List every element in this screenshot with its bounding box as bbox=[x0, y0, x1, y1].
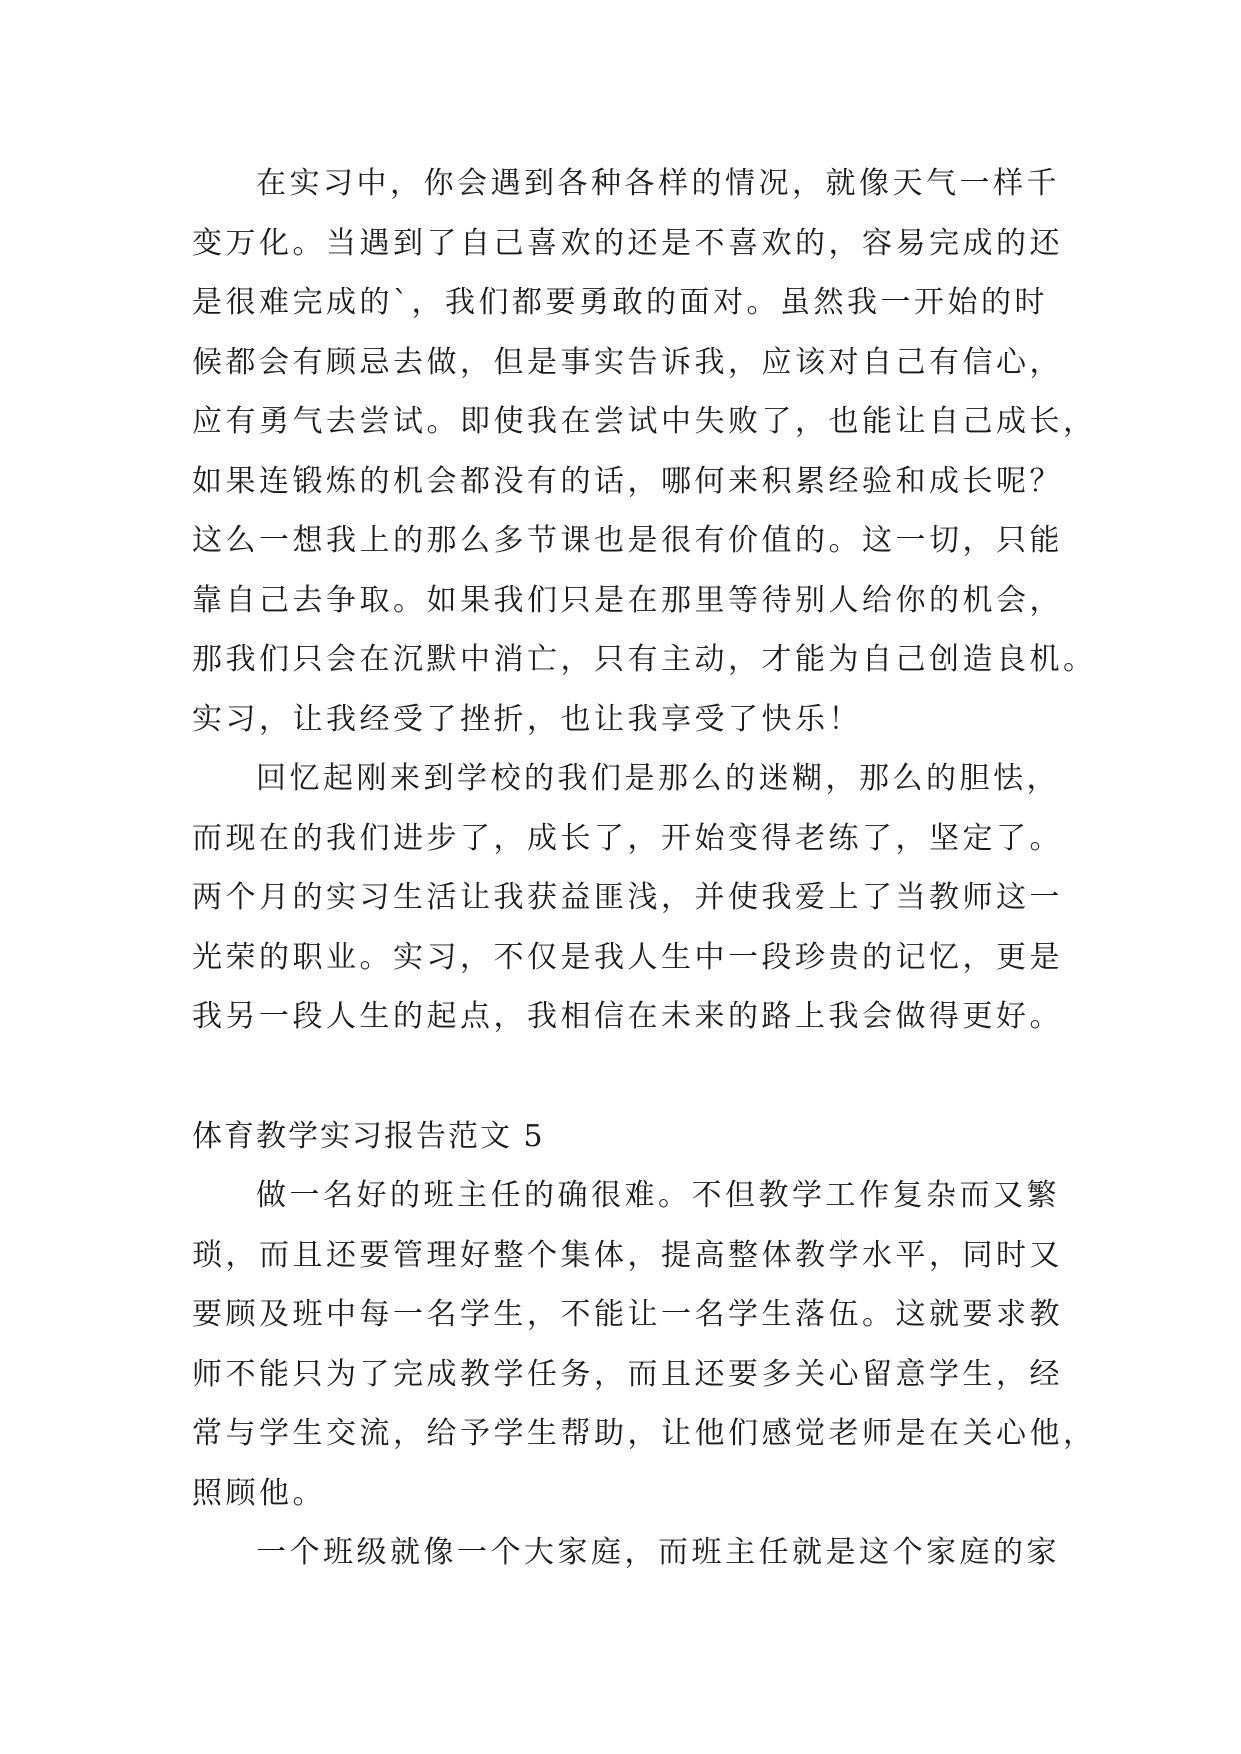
text-line: 常与学生交流，给予学生帮助，让他们感觉老师是在关心他， bbox=[192, 1416, 1097, 1451]
section-heading: 体育教学实习报告范文 5 bbox=[192, 1118, 545, 1154]
text-line: 光荣的职业。实习，不仅是我人生中一段珍贵的记忆，更是 bbox=[192, 939, 1063, 975]
text-line: 那我们只会在沉默中消亡，只有主动，才能为自己创造良机。 bbox=[192, 642, 1097, 677]
text-line: 如果连锻炼的机会都没有的话，哪何来积累经验和成长呢？ bbox=[192, 463, 1063, 499]
paragraph bbox=[192, 749, 1063, 1047]
text-line: 师不能只为了完成教学任务，而且还要多关心留意学生，经 bbox=[192, 1356, 1063, 1392]
text-line: 要顾及班中每一名学生，不能让一名学生落伍。这就要求教 bbox=[192, 1297, 1063, 1332]
text-line: 回忆起刚来到学校的我们是那么的迷糊，那么的胆怯， bbox=[256, 761, 1060, 796]
text-line: 一个班级就像一个大家庭，而班主任就是这个家庭的家 bbox=[256, 1535, 1060, 1570]
paragraph-spacer bbox=[192, 1047, 1048, 1107]
text-line: 我另一段人生的起点，我相信在未来的路上我会做得更好。 bbox=[192, 999, 1063, 1034]
text-line: 变万化。当遇到了自己喜欢的还是不喜欢的，容易完成的还 bbox=[192, 225, 1063, 261]
paragraph bbox=[192, 154, 1097, 749]
text-line: 在实习中，你会遇到各种各样的情况，就像天气一样千 bbox=[256, 166, 1060, 201]
text-line: 照顾他。 bbox=[192, 1475, 326, 1511]
document-body bbox=[192, 154, 1097, 1583]
text-line: 靠自己去争取。如果我们只是在那里等待别人给你的机会， bbox=[192, 582, 1063, 618]
text-line: 候都会有顾忌去做，但是事实告诉我，应该对自己有信心， bbox=[192, 344, 1063, 380]
text-line: 而现在的我们进步了，成长了，开始变得老练了，坚定了。 bbox=[192, 820, 1063, 856]
text-line: 琐，而且还要管理好整个集体，提高整体教学水平，同时又 bbox=[192, 1237, 1063, 1273]
text-line: 应有勇气去尝试。即使我在尝试中失败了，也能让自己成长， bbox=[192, 404, 1097, 439]
text-line: 两个月的实习生活让我获益匪浅，并使我爱上了当教师这一 bbox=[192, 880, 1063, 915]
text-line: 做一名好的班主任的确很难。不但教学工作复杂而又繁 bbox=[256, 1178, 1060, 1213]
paragraph bbox=[192, 1523, 1060, 1583]
text-line: 是很难完成的`，我们都要勇敢的面对。虽然我一开始的时 bbox=[192, 285, 1048, 320]
text-line: 这么一想我上的那么多节课也是很有价值的。这一切，只能 bbox=[192, 523, 1063, 558]
paragraph bbox=[192, 1166, 1097, 1523]
text-line: 实习，让我经受了挫折，也让我享受了快乐！ bbox=[192, 701, 862, 737]
